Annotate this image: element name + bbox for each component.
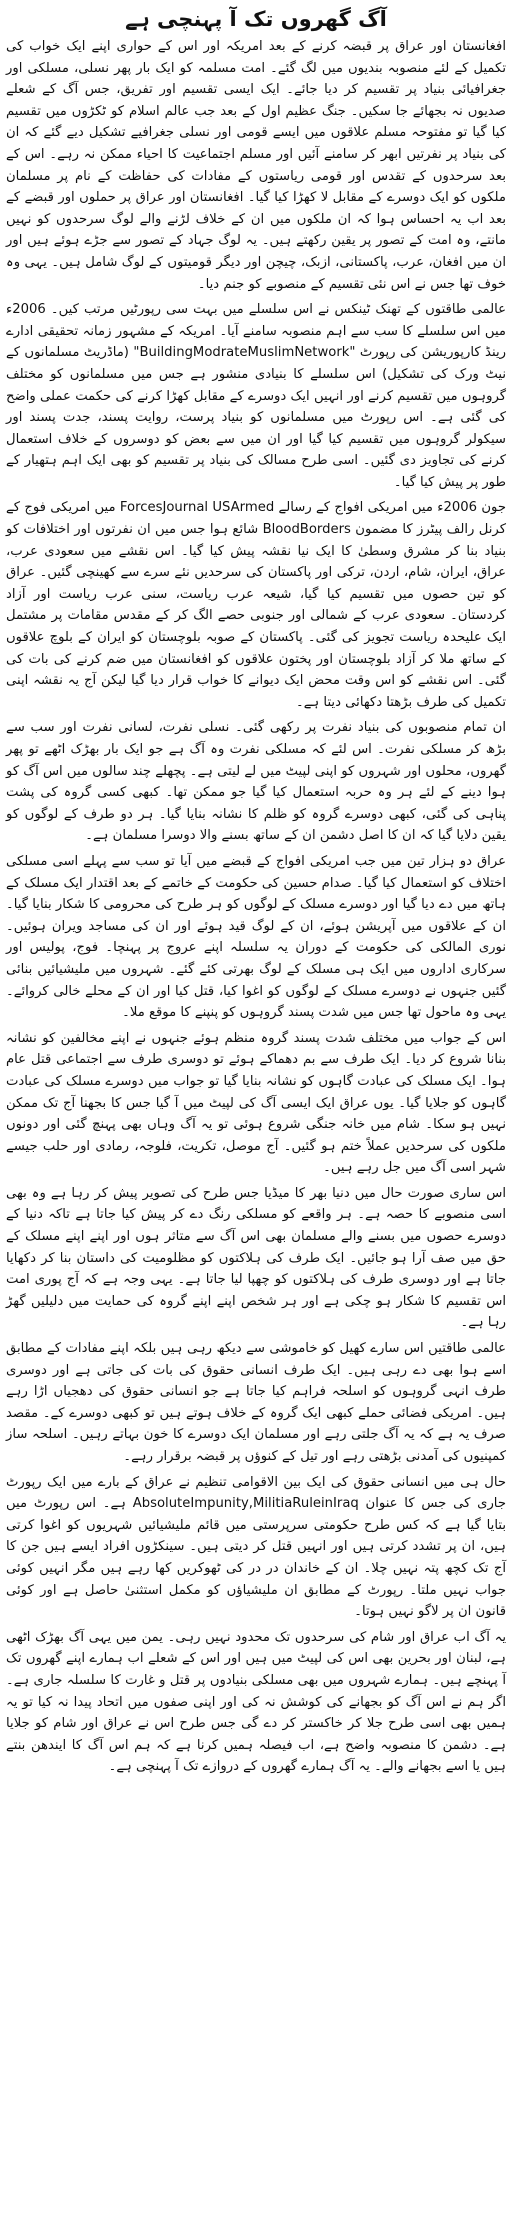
article-paragraph: افغانستان اور عراق پر قبضہ کرنے کے بعد امریکہ اور اس کے حواری اپنے ایک خواب کی تکمیل کے لئے منصوبہ بندیوں میں لگ گئے۔ امت مسلمہ کو ایک بار پھر نسلی، مسلکی اور جغرافیائی بنیاد پر تقسیم کر دیا جائے۔ ایک ایسی تقسیم اور تفریق، جس آگ کے شعلے صدیوں نہ بجھائے جا سکیں۔ جنگ عظیم اول کے بعد جب عالم اسلام کو ٹکڑوں میں تقسیم کیا گیا تو مفتوحہ مسلم علاقوں میں ایسے قومی اور نسلی جغرافیے تشکیل دیے گئے کہ ان کی بنیاد پر نفرتیں ابھر کر سامنے آئیں اور مسلم اجتماعیت کا احیاء ممکن نہ رہے۔ اس کے بعد سرحدوں کے تقدس اور قومی ریاستوں کے مفادات کی حفاظت کے نام پر مسلمان ملکوں کو ایک دوسرے کے مقابل لا کھڑا کیا گیا۔ افغانستان اور عراق پر حملوں اور قبضے کے بعد اب یہ احساس ہوا کہ ان ملکوں میں ان کے خلاف لڑنے والے لوگ سرحدوں کو نہیں مانتے، وہ امت کے تصور پر یقین رکھتے ہیں۔ یہ لوگ جہاد کے تصور سے جڑے ہوئے ہیں اور ان میں افغان، عرب، پاکستانی، ازبک، چیچن اور دیگر قومیتوں کے لوگ شامل ہیں۔ یہی وہ خوف تھا جس نے اس نئی تقسیم کے منصوبے کو جنم دیا۔	[6, 39, 506, 292]
article-paragraph: حال ہی میں انسانی حقوق کی ایک بین الاقوامی تنظیم نے عراق کے بارے میں ایک رپورٹ جاری کی جس کا عنوان AbsoluteImpunity,MilitiaRuleinIraq ہے۔ اس رپورٹ میں بتایا گیا ہے کہ کس طرح حکومتی سرپرستی میں قائم ملیشیائیں شہریوں کو اغوا کرتی ہیں، ان پر تشدد کرتی ہیں اور انہیں قتل کر دیتی ہیں۔ سینکڑوں افراد ایسے ہیں جن کا آج تک کچھ پتہ نہیں چلا۔ ان کے خاندان در در کی ٹھوکریں کھا رہے ہیں مگر انہیں کوئی جواب نہیں ملتا۔ رپورٹ کے مطابق ان ملیشیاؤں کو مکمل استثنیٰ حاصل ہے اور کوئی قانون ان پر لاگو نہیں ہوتا۔	[6, 1474, 506, 1620]
article-paragraph: عراق دو ہزار تین میں جب امریکی افواج کے قبضے میں آیا تو سب سے پہلے اسی مسلکی اختلاف کو استعمال کیا گیا۔ صدام حسین کی حکومت کے خاتمے کے بعد اقتدار ایک مسلک کے ہاتھ میں دے دیا گیا اور دوسرے مسلک کے لوگوں کو ہر طرح کی محرومی کا شکار بنایا گیا۔ ان کے علاقوں میں آپریشن ہوئے، ان کے لوگ قید ہوئے اور ان کی مساجد ویران ہوئیں۔ نوری المالکی کی حکومت کے دوران یہ سلسلہ اپنے عروج پر پہنچا۔ فوج، پولیس اور سرکاری اداروں میں ایک ہی مسلک کے لوگ بھرتی کئے گئے۔ شہروں میں ملیشیائیں بنائی گئیں جنہوں نے دوسرے مسلک کے لوگوں کو اغوا کیا، قتل کیا اور ان کے محلے خالی کروائے۔ یہی وہ ماحول تھا جس میں شدت پسند گروہوں کو پنپنے کا موقع ملا۔	[6, 853, 506, 1021]
article-headline: آگ گھروں تک آ پہنچی ہے	[125, 7, 387, 31]
article-paragraph: اس ساری صورت حال میں دنیا بھر کا میڈیا جس طرح کی تصویر پیش کر رہا ہے وہ بھی اسی منصوبے کا حصہ ہے۔ ہر واقعے کو مسلکی رنگ دے کر پیش کیا جاتا ہے تاکہ دنیا کے دوسرے حصوں میں بسنے والے مسلمان بھی اس آگ سے متاثر ہوں اور اپنے اپنے مسلک کے حق میں صف آرا ہو جائیں۔ ایک طرف کی ہلاکتوں کو مظلومیت کی داستان بنا کر دکھایا جاتا ہے اور دوسری طرف کی ہلاکتوں کو چھپا لیا جاتا ہے۔ یہی وجہ ہے کہ آج پوری امت اس تقسیم کا شکار ہو چکی ہے اور ہر شخص اپنے اپنے گروہ کی حمایت میں دلیلیں گھڑ رہا ہے۔	[6, 1185, 506, 1331]
article-paragraph: جون 2006ء میں امریکی افواج کے رسالے ForcesJournal USArmed میں امریکی فوج کے کرنل رالف پیٹرز کا مضمون BloodBorders شائع ہوا جس میں ان نفرتوں اور اختلافات کو بنیاد بنا کر مشرق وسطیٰ کا ایک نیا نقشہ پیش کیا گیا۔ اس نقشے میں سعودی عرب، عراق، ایران، شام، اردن، ترکی اور پاکستان کی سرحدیں نئے سرے سے کھینچی گئیں۔ عراق کو تین حصوں میں تقسیم کیا گیا، شیعہ عرب ریاست، سنی عرب ریاست اور آزاد کردستان۔ سعودی عرب کے شمالی اور جنوبی حصے الگ کر کے مقدس مقامات پر مشتمل ایک علیحدہ ریاست تجویز کی گئی۔ پاکستان کے صوبہ بلوچستان کو ایران کے بلوچ علاقوں کے ساتھ ملا کر آزاد بلوچستان اور پختون علاقوں کو افغانستان میں ضم کرنے کی بات کی گئی۔ اس نقشے کو اس وقت محض ایک دیوانے کا خواب قرار دیا گیا لیکن آج یہ نقشہ اپنی تکمیل کی طرف بڑھتا دکھائی دیتا ہے۔	[6, 500, 507, 710]
article-paragraph: اس کے جواب میں مختلف شدت پسند گروہ منظم ہوئے جنہوں نے اپنے مخالفین کو نشانہ بنانا شروع کر دیا۔ ایک طرف سے بم دھماکے ہوئے تو دوسری طرف سے اجتماعی قتل عام ہوا۔ ایک مسلک کی عبادت گاہوں کو نشانہ بنایا گیا تو جواب میں دوسرے مسلک کی عبادت گاہوں کو جلایا گیا۔ یوں عراق ایک ایسی آگ کی لپیٹ میں آ گیا جس کا بجھنا آج تک ممکن نہیں ہو سکا۔ شام میں خانہ جنگی شروع ہوئی تو یہ آگ وہاں بھی پہنچ گئی اور دونوں ملکوں کی سرحدیں عملاً ختم ہو گئیں۔ آج موصل، تکریت، فلوجہ، رمادی اور حلب جیسے شہر اسی آگ میں جل رہے ہیں۔	[6, 1030, 506, 1176]
article-paragraph: عالمی طاقتیں اس سارے کھیل کو خاموشی سے دیکھ رہی ہیں بلکہ اپنے مفادات کے مطابق اسے ہوا بھی دے رہی ہیں۔ ایک طرف انسانی حقوق کی بات کی جاتی ہے اور دوسری طرف انہی گروہوں کو اسلحہ فراہم کیا جاتا ہے جو انسانی حقوق کی دھجیاں اڑا رہے ہیں۔ امریکی فضائی حملے کبھی ایک گروہ کے خلاف ہوتے ہیں تو کبھی دوسرے کے۔ مقصد صرف یہ ہے کہ یہ آگ جلتی رہے اور مسلمان ایک دوسرے کا خون بہاتے رہیں۔ اسلحہ ساز کمپنیوں کی آمدنی بڑھتی رہے اور تیل کے کنوؤں پر قبضہ برقرار رہے۔	[6, 1341, 506, 1464]
article-body	[6, 36, 506, 1778]
article-paragraph: ان تمام منصوبوں کی بنیاد نفرت پر رکھی گئی۔ نسلی نفرت، لسانی نفرت اور سب سے بڑھ کر مسلکی نفرت۔ اس لئے کہ مسلکی نفرت وہ آگ ہے جو ایک بار بھڑک اٹھے تو پھر گھروں، محلوں اور شہروں کو اپنی لپیٹ میں لے لیتی ہے۔ پچھلے چند سالوں میں اس آگ کو ہوا دینے کے لئے ہر وہ حربہ استعمال کیا گیا جو ممکن تھا۔ کبھی کسی گروہ کی پشت پناہی کی گئی، کبھی دوسرے گروہ کو ظلم کا نشانہ بنایا گیا۔ ہر دو طرف کے لوگوں کو یقین دلایا گیا کہ ان کا اصل دشمن ان کے ساتھ بسنے والا دوسرا مسلمان ہے۔	[6, 720, 506, 844]
article-paragraph: عالمی طاقتوں کے تھنک ٹینکس نے اس سلسلے میں بہت سی رپورٹیں مرتب کیں۔ 2006ء میں اس سلسلے کا سب سے اہم منصوبہ سامنے آیا۔ امریکہ کے مشہور زمانہ تحقیقی ادارے رینڈ کارپوریشن کی رپورٹ "BuildingModrateMuslimNetwork" (ماڈریٹ مسلمانوں کے نیٹ ورک کی تشکیل) اس سلسلے کا بنیادی منشور ہے جس میں مسلمانوں کو مختلف گروہوں میں تقسیم کرنے اور انہیں ایک دوسرے کے مقابل کھڑا کرنے کی حکمت عملی واضح کی گئی ہے۔ اس رپورٹ میں مسلمانوں کو بنیاد پرست، روایت پسند، جدت پسند اور سیکولر گروہوں میں تقسیم کیا گیا اور ان میں سے بعض کو دوسروں کے خلاف استعمال کرنے کی تجاویز دی گئیں۔ اسی طرح مسالک کی بنیاد پر تقسیم کو بھی ایک اہم ہتھیار کے طور پر پیش کیا گیا۔	[6, 302, 506, 490]
article-paragraph: یہ آگ اب عراق اور شام کی سرحدوں تک محدود نہیں رہی۔ یمن میں یہی آگ بھڑک اٹھی ہے، لبنان اور بحرین بھی اس کی لپیٹ میں ہیں اور اس کے شعلے اب ہمارے اپنے گھروں تک آ پہنچے ہیں۔ ہمارے شہروں میں بھی مسلکی بنیادوں پر قتل و غارت کا سلسلہ جاری ہے۔ اگر ہم نے اس آگ کو بجھانے کی کوشش نہ کی اور اپنی صفوں میں اتحاد پیدا نہ کیا تو یہ ہمیں بھی اسی طرح جلا کر خاکستر کر دے گی جس طرح اس نے عراق اور شام کو جلایا ہے۔ دشمن کا منصوبہ واضح ہے، اب فیصلہ ہمیں کرنا ہے کہ ہم اس آگ کا ایندھن بنتے ہیں یا اسے بجھانے والے۔ یہ آگ ہمارے گھروں کے دروازے تک آ پہنچی ہے۔	[6, 1629, 506, 1775]
